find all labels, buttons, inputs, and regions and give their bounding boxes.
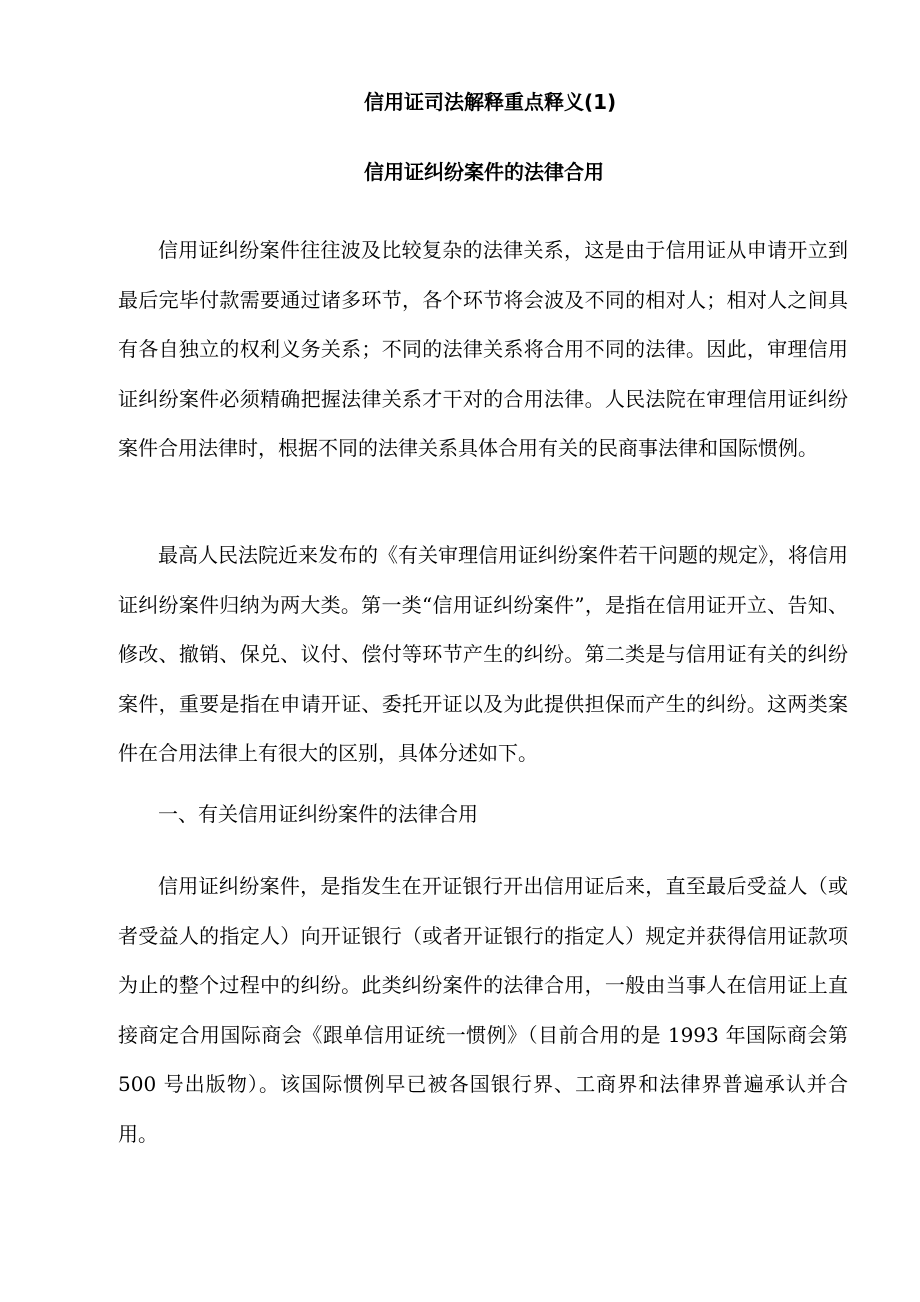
body-paragraph-1: 信用证纠纷案件往往波及比较复杂的法律关系，这是由于信用证从申请开立到最后完毕付款需要通过诸多环节，各个环节将会波及不同的相对人；相对人之间具有各自独立的权利义务关系；不同的法律关系将合用不同的法律。因此，审理信用证纠纷案件必须精确把握法律关系才干对的合用法律。人民法院在审理信用证纠纷案件合用法律时，根据不同的法律关系具体合用有关的民商事法律和国际惯例。: [118, 238, 848, 460]
document-subtitle: 信用证纠纷案件的法律合用: [364, 160, 604, 184]
body-paragraph-2: 最高人民法院近来发布的《有关审理信用证纠纷案件若干问题的规定》，将信用证纠纷案件归纳为两大类。第一类“信用证纠纷案件”，是指在信用证开立、告知、修改、撤销、保兑、议付、偿付等环节产生的纠纷。第二类是与信用证有关的纠纷案件，重要是指在申请开证、委托开证以及为此提供担保而产生的纠纷。这两类案件在合用法律上有很大的区别，具体分述如下。: [118, 543, 848, 765]
section-paragraph: 信用证纠纷案件，是指发生在开证银行开出信用证后来，直至最后受益人（或者受益人的指定人）向开证银行（或者开证银行的指定人）规定并获得信用证款项为止的整个过程中的纠纷。此类纠纷案件的法律合用，一般由当事人在信用证上直接商定合用国际商会《跟单信用证统一惯例》（目前合用的是 1993 年国际商会第 500 号出版物）。该国际惯例早已被各国银行界、工商界和法律界普遍承认并合用。: [118, 874, 848, 1146]
document-title: 信用证司法解释重点释义(1): [364, 90, 617, 114]
section-heading: 一、有关信用证纠纷案件的法律合用: [158, 802, 478, 826]
